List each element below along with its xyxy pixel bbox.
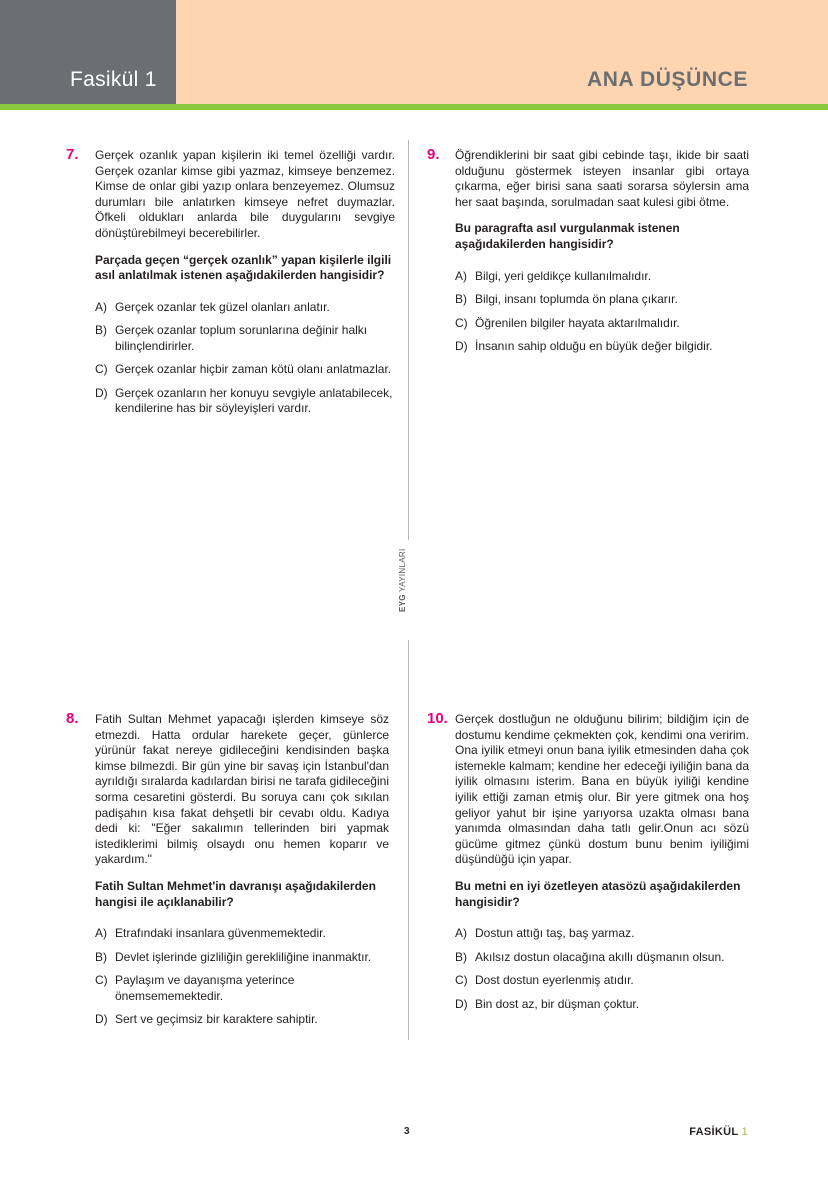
question-prompt: Parçada geçen “gerçek ozanlık” yapan kişilerle ilgili asıl anlatılmak istenen aşağıdakilerden hangisidir?	[95, 252, 392, 283]
option-c[interactable]	[95, 973, 389, 1004]
page-number: 3	[404, 1126, 410, 1137]
question-stem: Fatih Sultan Mehmet yapacağı işlerden kimseye söz etmezdi. Hatta ordular harekete geçer, günlerce yürünür fakat nereye gidileceğini kendisinden başka kimse bilmezdi. Bir gün yine bir savaş için İstanbul'dan ayrıldığı sıralarda kadılardan birisi ne tarafa gidileceğini sorma cesaretini gösterdi. Bu soruya canı çok sıkılan padişahın kısa fakat dehşetli bir cevabı oldu. Kadıya dedi ki: "Eğer sakalımın tellerinden biri yapmak istediklerimi bilmiş olsaydı onu hemen koparır ve yakardım."	[95, 712, 389, 867]
option-b[interactable]	[95, 950, 389, 966]
option-label: A)	[95, 299, 107, 314]
option-text: Devlet işlerinde gizliliğin gerekliliğine inanmaktır.	[115, 949, 372, 964]
options-list	[95, 926, 389, 1028]
option-label: C)	[95, 973, 108, 988]
question-number: 10.	[427, 710, 448, 727]
option-label: C)	[455, 973, 468, 988]
options-list	[455, 926, 749, 1012]
option-text: Öğrenilen bilgiler hayata aktarılmalıdır.	[475, 315, 680, 330]
option-d[interactable]	[95, 386, 395, 417]
footer-label-text: FASİKÜL	[689, 1126, 739, 1138]
option-c[interactable]	[95, 362, 395, 378]
option-label: D)	[95, 385, 108, 400]
question-prompt: Bu metni en iyi özetleyen atasözü aşağıdakilerden hangisidir?	[455, 878, 741, 909]
options-list	[455, 269, 749, 355]
question-stem: Öğrendiklerini bir saat gibi cebinde taşı, ikide bir saati olduğunu göstermek isteyen insanlar gibi ortaya çıkarma, eğer birisi sana saati sorarsa söylersin ama her saat başında, sorulmadan saat kulesi gibi ötme.	[455, 148, 749, 209]
option-text: Etrafındaki insanlara güvenmemektedir.	[115, 926, 326, 941]
option-text: Dost dostun eyerlenmiş atıdır.	[475, 973, 634, 988]
option-text: Bilgi, insanı toplumda ön plana çıkarır.	[475, 292, 678, 307]
option-text: Bin dost az, bir düşman çoktur.	[475, 996, 640, 1011]
question-prompt: Bu paragrafta asıl vurgulanmak istenen aşağıdakilerden hangisidir?	[455, 221, 680, 251]
option-text: Bilgi, yeri geldikçe kullanılmalıdır.	[475, 268, 652, 283]
option-b[interactable]	[455, 292, 749, 308]
publisher-vertical-label	[398, 549, 407, 612]
column-divider-bottom	[408, 640, 409, 1040]
option-text: Gerçek ozanlar tek güzel olanları anlatır.	[115, 299, 330, 314]
footer-label	[689, 1126, 748, 1138]
option-a[interactable]	[95, 926, 389, 942]
option-a[interactable]	[455, 269, 749, 285]
option-label: B)	[95, 323, 107, 338]
option-label: A)	[455, 268, 467, 283]
option-label: D)	[455, 339, 468, 354]
question-stem: Gerçek dostluğun ne olduğunu bilirim; bildiğim için de dostumu kendime çekmekten çok, kendimi ona veririm. Ona iyilik etmeyi onun bana iyilik etmesinden daha çok istemekle kalmam; kendine her edeceği iyiliğin bana da iyilik olmasını isterim. Bana en büyük iyiliği kendine iyilik ettiği zaman etmiş olur. Bir yere gitmek ona hoş geliyor yahut bir işine yarıyorsa uzakta olması bana yanımda olmasından daha tatlı gelir.Onun acı sözü gücüme gitmez çünkü dostum bunu benim iyiliğimi düşündüğü için yapar.	[455, 712, 749, 867]
question-prompt: Fatih Sultan Mehmet'in davranışı aşağıdakilerden hangisi ile açıklanabilir?	[95, 878, 376, 909]
option-label: D)	[95, 1012, 108, 1027]
option-text: Sert ve geçimsiz bir karaktere sahiptir.	[115, 1012, 318, 1027]
question-stem: Gerçek ozanlık yapan kişilerin iki temel özelliği vardır. Gerçek ozanlar kimse gibi yazmaz, kimseye benzemez. Kimse de onlar gibi yazıp onlara benzeyemez. Olumsuz durumları bile anlatırken kimseye nefret duymazlar. Öfkeli oldukları anlarda bile duygularını sevgiye dönüştürebilmeyi becerebilirler.	[95, 148, 395, 240]
options-list	[95, 300, 395, 417]
option-d[interactable]	[455, 339, 749, 355]
option-b[interactable]	[95, 323, 395, 354]
option-b[interactable]	[455, 950, 749, 966]
option-text: Paylaşım ve dayanışma yeterince önemsememektedir.	[115, 973, 295, 1003]
option-text: Gerçek ozanlar toplum sorunlarına değinir halkı bilinçlendirirler.	[115, 323, 368, 353]
question-number: 8.	[66, 710, 79, 727]
option-text: İnsanın sahip olduğu en büyük değer bilgidir.	[475, 339, 713, 354]
header-accent-line	[0, 104, 828, 110]
option-label: A)	[455, 926, 467, 941]
option-a[interactable]	[455, 926, 749, 942]
option-text: Dostun attığı taş, baş yarmaz.	[475, 926, 635, 941]
option-c[interactable]	[455, 316, 749, 332]
option-text: Gerçek ozanlar hiçbir zaman kötü olanı anlatmazlar.	[115, 362, 392, 377]
footer-label-number: 1	[741, 1126, 748, 1138]
option-d[interactable]	[455, 997, 749, 1013]
section-title: ANA DÜŞÜNCE	[587, 68, 748, 91]
option-a[interactable]	[95, 300, 395, 316]
option-label: B)	[455, 292, 467, 307]
question-number: 9.	[427, 146, 440, 163]
option-label: B)	[455, 949, 467, 964]
option-text: Gerçek ozanların her konuyu sevgiyle anlatabilecek, kendilerine has bir söyleyişleri vardır.	[115, 385, 393, 416]
option-label: A)	[95, 926, 107, 941]
option-label: D)	[455, 996, 468, 1011]
booklet-title: Fasikül 1	[70, 68, 157, 91]
publisher-brand: EYG	[398, 594, 407, 612]
option-label: C)	[455, 315, 468, 330]
column-divider-top	[408, 140, 409, 540]
option-c[interactable]	[455, 973, 749, 989]
option-label: B)	[95, 949, 107, 964]
option-d[interactable]	[95, 1012, 389, 1028]
option-label: C)	[95, 362, 108, 377]
question-number: 7.	[66, 146, 79, 163]
option-text: Akılsız dostun olacağına akıllı düşmanın olsun.	[475, 949, 725, 964]
publisher-name: YAYINLARI	[398, 548, 407, 595]
